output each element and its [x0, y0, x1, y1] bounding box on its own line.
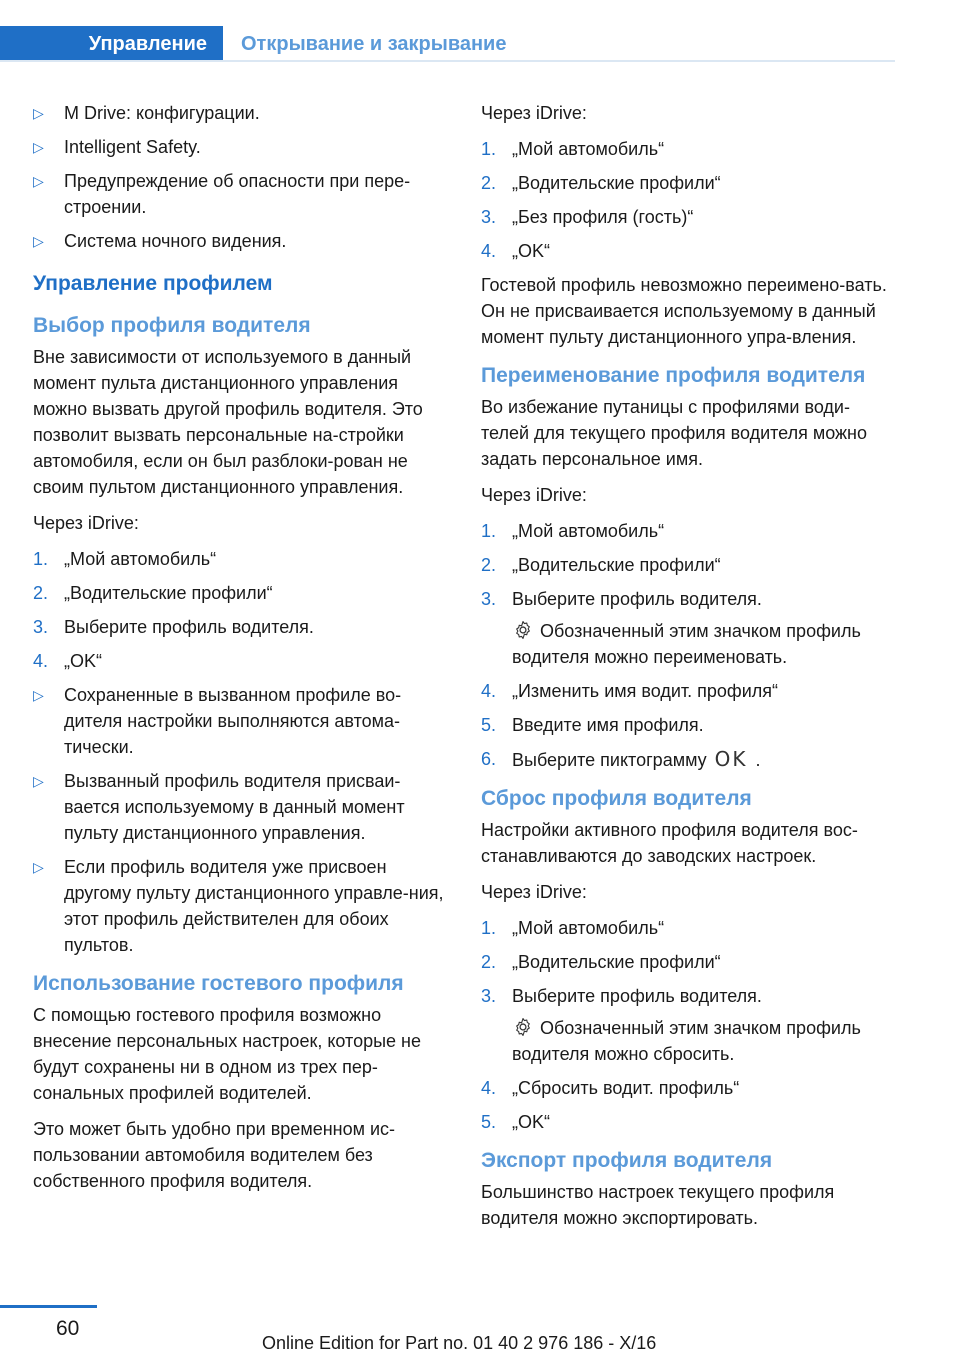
ok-icon: OK — [714, 747, 748, 771]
step-text: „Водительские профили“ — [512, 952, 721, 972]
step-item — [481, 915, 896, 941]
left-column — [33, 100, 445, 1204]
step-number: 5. — [481, 1112, 497, 1132]
step-number: 4. — [481, 1078, 497, 1098]
step-number: 5. — [481, 715, 497, 735]
subsection-title: Открывание и закрывание — [241, 32, 507, 55]
gear-icon — [512, 1016, 534, 1038]
step-number: 2. — [33, 583, 49, 603]
step-item — [481, 1109, 896, 1135]
triangle-right-icon: ▷ — [33, 859, 44, 875]
paragraph-guest-1: С помощью гостевого профиля возможно внесение персональных настроек, которые не будут сохранены ни в одном из трех пер‐сональных профилей водителей. — [33, 1005, 421, 1103]
triangle-right-icon: ▷ — [33, 233, 44, 249]
step-item — [481, 552, 896, 578]
via-idrive: Через iDrive: — [481, 882, 587, 902]
step-text-end: . — [755, 750, 761, 770]
via-idrive: Через iDrive: — [481, 485, 587, 505]
step-text: „Водительские профили“ — [512, 173, 721, 193]
list-item — [33, 682, 445, 760]
step-text: „OK“ — [512, 1112, 550, 1132]
steps-guest — [481, 136, 896, 264]
step-text: Выберите профиль водителя. — [64, 617, 314, 637]
heading-reset-profile: Сброс профиля водителя — [481, 787, 752, 810]
via-idrive: Через iDrive: — [481, 103, 587, 123]
list-item — [33, 134, 445, 160]
step-number: 2. — [481, 555, 497, 575]
step-item — [481, 678, 896, 704]
step-text: „Без профиля (гость)“ — [512, 207, 694, 227]
step-text: „OK“ — [64, 651, 102, 671]
list-item-text: Intelligent Safety. — [64, 137, 201, 157]
step-number: 1. — [481, 139, 497, 159]
step-item — [481, 949, 896, 975]
step-note — [512, 1015, 896, 1067]
step-item — [481, 586, 896, 670]
triangle-right-icon: ▷ — [33, 173, 44, 189]
step-text: „Водительские профили“ — [512, 555, 721, 575]
note-text: Обозначенный этим значком профиль водителя можно сбросить. — [512, 1018, 861, 1064]
triangle-right-icon: ▷ — [33, 687, 44, 703]
note-text: Обозначенный этим значком профиль водителя можно переименовать. — [512, 621, 861, 667]
step-number: 3. — [481, 986, 497, 1006]
triangle-right-icon: ▷ — [33, 773, 44, 789]
step-item — [481, 238, 896, 264]
list-item — [33, 854, 445, 958]
via-idrive: Через iDrive: — [33, 513, 139, 533]
list-item-text: Если профиль водителя уже присвоен другому пульту дистанционного управле‐ния, этот профиль действителен для обоих пультов. — [64, 857, 444, 955]
page-number: 60 — [56, 1317, 80, 1340]
step-item — [481, 518, 896, 544]
step-item — [33, 546, 445, 572]
list-item — [33, 100, 445, 126]
step-text: Выберите пиктограмму — [512, 750, 707, 770]
notes-list — [33, 682, 445, 958]
list-item-text: Сохраненные в вызванном профиле во‐дителя настройки выполняются автома‐тически. — [64, 685, 402, 757]
triangle-right-icon: ▷ — [33, 105, 44, 121]
step-text: Выберите профиль водителя. — [512, 986, 762, 1006]
step-item — [33, 580, 445, 606]
step-text: „Мой автомобиль“ — [512, 521, 665, 541]
list-item-text: Предупреждение об опасности при пере‐строении. — [64, 171, 411, 217]
step-number: 2. — [481, 173, 497, 193]
step-text: „Мой автомобиль“ — [512, 139, 665, 159]
step-item — [481, 983, 896, 1067]
heading-select-profile: Выбор профиля водителя — [33, 314, 311, 337]
list-item-text: M Drive: конфигурации. — [64, 103, 260, 123]
paragraph-guest-2: Это может быть удобно при временном ис‐пользовании автомобиля водителем без собственного профиля водителя. — [33, 1119, 396, 1191]
step-number: 3. — [481, 207, 497, 227]
paragraph-rename: Во избежание путаницы с профилями води‐телей для текущего профиля водителя можно задать персональное имя. — [481, 397, 868, 469]
list-item — [33, 228, 445, 254]
list-item-text: Вызванный профиль водителя присваи‐вается используемому в данный момент пульту дистанционного управления. — [64, 771, 405, 843]
step-text: Выберите профиль водителя. — [512, 589, 762, 609]
step-item — [481, 1075, 896, 1101]
heading-export-profile: Экспорт профиля водителя — [481, 1149, 773, 1172]
right-column — [481, 100, 896, 1241]
step-number: 1. — [481, 918, 497, 938]
gear-icon — [512, 619, 534, 641]
step-number: 3. — [481, 589, 497, 609]
paragraph-guest-rename: Гостевой профиль невозможно переимено‐вать. Он не присваивается используемому в данный момент пульту дистанционного упра‐вления. — [481, 275, 887, 347]
step-number: 4. — [481, 681, 497, 701]
heading-rename-profile: Переименование профиля водителя — [481, 364, 866, 387]
steps-rename — [481, 518, 896, 773]
step-item — [481, 170, 896, 196]
step-text: „Мой автомобиль“ — [64, 549, 217, 569]
list-item — [33, 168, 445, 220]
step-number: 1. — [33, 549, 49, 569]
step-text: „Изменить имя водит. профиля“ — [512, 681, 779, 701]
heading-profile-management: Управление профилем — [33, 272, 273, 295]
step-text: „OK“ — [512, 241, 550, 261]
step-text: „Сбросить водит. профиль“ — [512, 1078, 740, 1098]
section-tab: Управление — [0, 26, 223, 62]
heading-guest-profile: Использование гостевого профиля — [33, 972, 404, 995]
edition-text: Online Edition for Part no. 01 40 2 976 186 - X/16 — [262, 1333, 657, 1353]
step-item — [481, 136, 896, 162]
paragraph-select-profile: Вне зависимости от используемого в данный момент пульта дистанционного управления можно вызвать другой профиль водителя. Это позволит вызвать персональные на‐стройки автомобиля, если он был разблоки‐рован не своим пультом дистанционного управления. — [33, 347, 423, 497]
triangle-right-icon: ▷ — [33, 139, 44, 155]
step-number: 4. — [33, 651, 49, 671]
step-text: „Водительские профили“ — [64, 583, 273, 603]
steps-reset — [481, 915, 896, 1135]
step-number: 6. — [481, 749, 497, 769]
paragraph-export: Большинство настроек текущего профиля водителя можно экспортировать. — [481, 1182, 835, 1228]
steps-select-profile — [33, 546, 445, 674]
step-item — [33, 648, 445, 674]
list-item — [33, 768, 445, 846]
step-text: „Мой автомобиль“ — [512, 918, 665, 938]
feature-list — [33, 100, 445, 254]
paragraph-reset: Настройки активного профиля водителя вос‐станавливаются до заводских настроек. — [481, 820, 858, 866]
header-rule — [0, 60, 895, 62]
step-number: 2. — [481, 952, 497, 972]
step-note — [512, 618, 896, 670]
step-number: 3. — [33, 617, 49, 637]
step-number: 1. — [481, 521, 497, 541]
step-item — [481, 712, 896, 738]
footer-rule — [0, 1305, 97, 1308]
step-item — [33, 614, 445, 640]
step-item — [481, 746, 896, 773]
step-number: 4. — [481, 241, 497, 261]
step-item — [481, 204, 896, 230]
step-text: Введите имя профиля. — [512, 715, 704, 735]
list-item-text: Система ночного видения. — [64, 231, 287, 251]
